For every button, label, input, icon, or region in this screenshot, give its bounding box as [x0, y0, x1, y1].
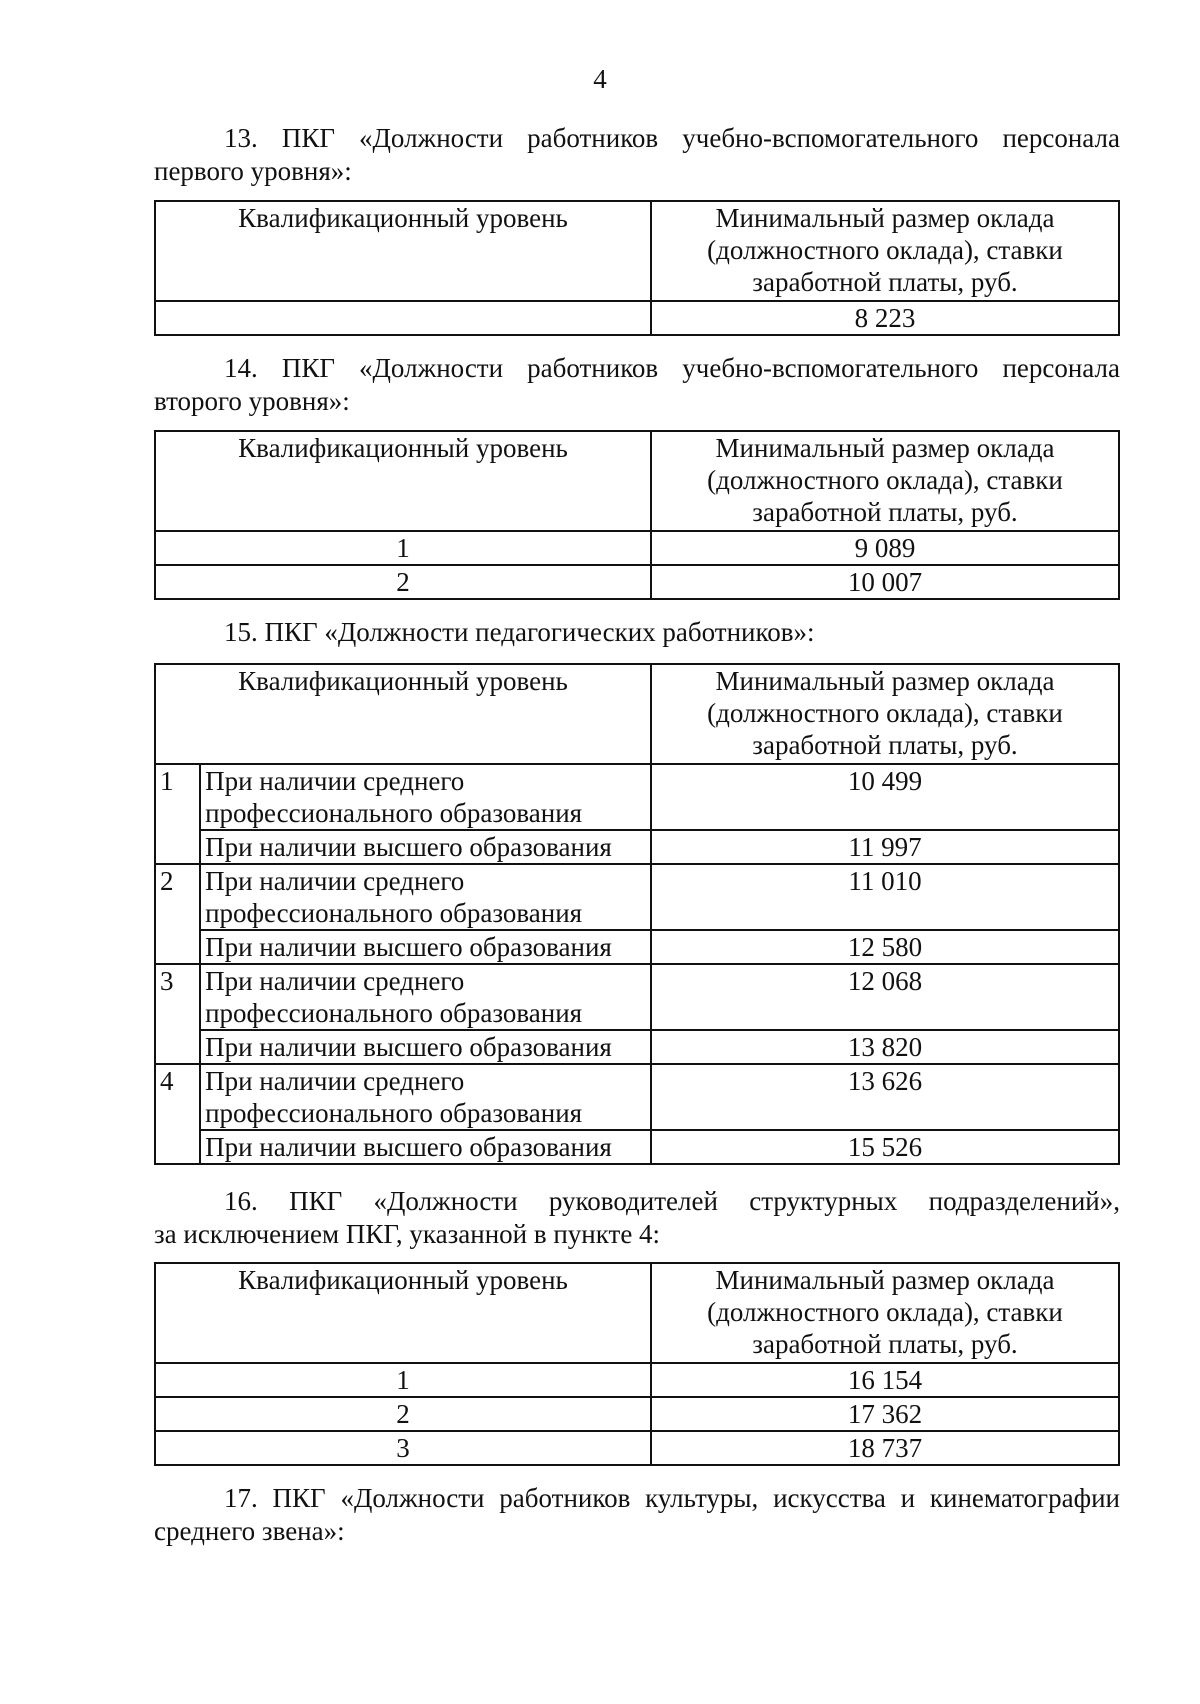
header-qualification-level: Квалификационный уровень [155, 664, 651, 764]
header-min-salary: Минимальный размер оклада (должностного оклада), ставки заработной платы, руб. [651, 431, 1119, 531]
section-17-heading [154, 1482, 1120, 1548]
section-15-heading: 15. ПКГ «Должности педагогических работников»: [224, 617, 815, 647]
higher-education-label: При наличии высшего образования [200, 1130, 651, 1164]
table-row [155, 1431, 1119, 1465]
section-13-line2: первого уровня»: [154, 156, 352, 186]
table-row [155, 531, 1119, 565]
table-row [155, 830, 1119, 864]
section-14-heading [154, 352, 1120, 418]
table-row [155, 1064, 1119, 1130]
table-row [155, 930, 1119, 964]
section-15-table [154, 663, 1120, 1165]
table-header-row [155, 1263, 1119, 1363]
higher-education-label: При наличии высшего образования [200, 1030, 651, 1064]
table-row [155, 301, 1119, 335]
level-cell: 3 [155, 1431, 651, 1465]
table-row [155, 565, 1119, 599]
section-17-line1: 17. ПКГ «Должности работников культуры, искусства и кинематографии [224, 1483, 1120, 1513]
header-min-salary: Минимальный размер оклада (должностного оклада), ставки заработной платы, руб. [651, 201, 1119, 301]
higher-education-label: При наличии высшего образования [200, 830, 651, 864]
level-cell: 1 [155, 531, 651, 565]
section-13-line1: 13. ПКГ «Должности работников учебно-вспомогательного персонала [224, 123, 1120, 153]
higher-education-label: При наличии высшего образования [200, 930, 651, 964]
higher-education-value: 13 820 [651, 1030, 1119, 1064]
page-number: 4 [593, 64, 607, 94]
secondary-education-value: 11 010 [651, 864, 1119, 930]
table-row [155, 764, 1119, 830]
section-13-table [154, 200, 1120, 336]
higher-education-value: 15 526 [651, 1130, 1119, 1164]
section-16-line2: за исключением ПКГ, указанной в пункте 4: [154, 1219, 661, 1249]
value-cell: 10 007 [651, 565, 1119, 599]
higher-education-value: 11 997 [651, 830, 1119, 864]
value-cell: 16 154 [651, 1363, 1119, 1397]
level-number: 4 [155, 1064, 200, 1164]
section-14-line2: второго уровня»: [154, 386, 350, 416]
secondary-education-value: 13 626 [651, 1064, 1119, 1130]
header-min-salary: Минимальный размер оклада (должностного оклада), ставки заработной платы, руб. [651, 664, 1119, 764]
header-min-salary: Минимальный размер оклада (должностного оклада), ставки заработной платы, руб. [651, 1263, 1119, 1363]
secondary-education-label: При наличии среднего профессионального образования [200, 764, 651, 830]
section-14-line1: 14. ПКГ «Должности работников учебно-вспомогательного персонала [224, 353, 1120, 383]
section-16-heading [154, 1185, 1120, 1251]
table-row [155, 864, 1119, 930]
section-14-table [154, 430, 1120, 600]
value-cell: 9 089 [651, 531, 1119, 565]
section-13-heading [154, 122, 1120, 188]
table-row [155, 1363, 1119, 1397]
table-header-row [155, 664, 1119, 764]
table-header-row [155, 431, 1119, 531]
section-17-line2: среднего звена»: [154, 1516, 345, 1546]
secondary-education-label: При наличии среднего профессионального образования [200, 864, 651, 930]
section-16-line1: 16. ПКГ «Должности руководителей структурных подразделений», [224, 1186, 1120, 1216]
table-row [155, 964, 1119, 1030]
table-row [155, 1130, 1119, 1164]
secondary-education-value: 12 068 [651, 964, 1119, 1030]
header-qualification-level: Квалификационный уровень [155, 201, 651, 301]
value-cell: 18 737 [651, 1431, 1119, 1465]
secondary-education-label: При наличии среднего профессионального образования [200, 964, 651, 1030]
table-row [155, 1397, 1119, 1431]
header-qualification-level: Квалификационный уровень [155, 431, 651, 531]
level-cell [155, 301, 651, 335]
level-cell: 1 [155, 1363, 651, 1397]
value-cell: 8 223 [651, 301, 1119, 335]
level-number: 2 [155, 864, 200, 964]
value-cell: 17 362 [651, 1397, 1119, 1431]
level-number: 1 [155, 764, 200, 864]
higher-education-value: 12 580 [651, 930, 1119, 964]
level-cell: 2 [155, 1397, 651, 1431]
table-row [155, 1030, 1119, 1064]
header-qualification-level: Квалификационный уровень [155, 1263, 651, 1363]
level-number: 3 [155, 964, 200, 1064]
secondary-education-value: 10 499 [651, 764, 1119, 830]
table-header-row [155, 201, 1119, 301]
level-cell: 2 [155, 565, 651, 599]
secondary-education-label: При наличии среднего профессионального образования [200, 1064, 651, 1130]
section-16-table [154, 1262, 1120, 1466]
